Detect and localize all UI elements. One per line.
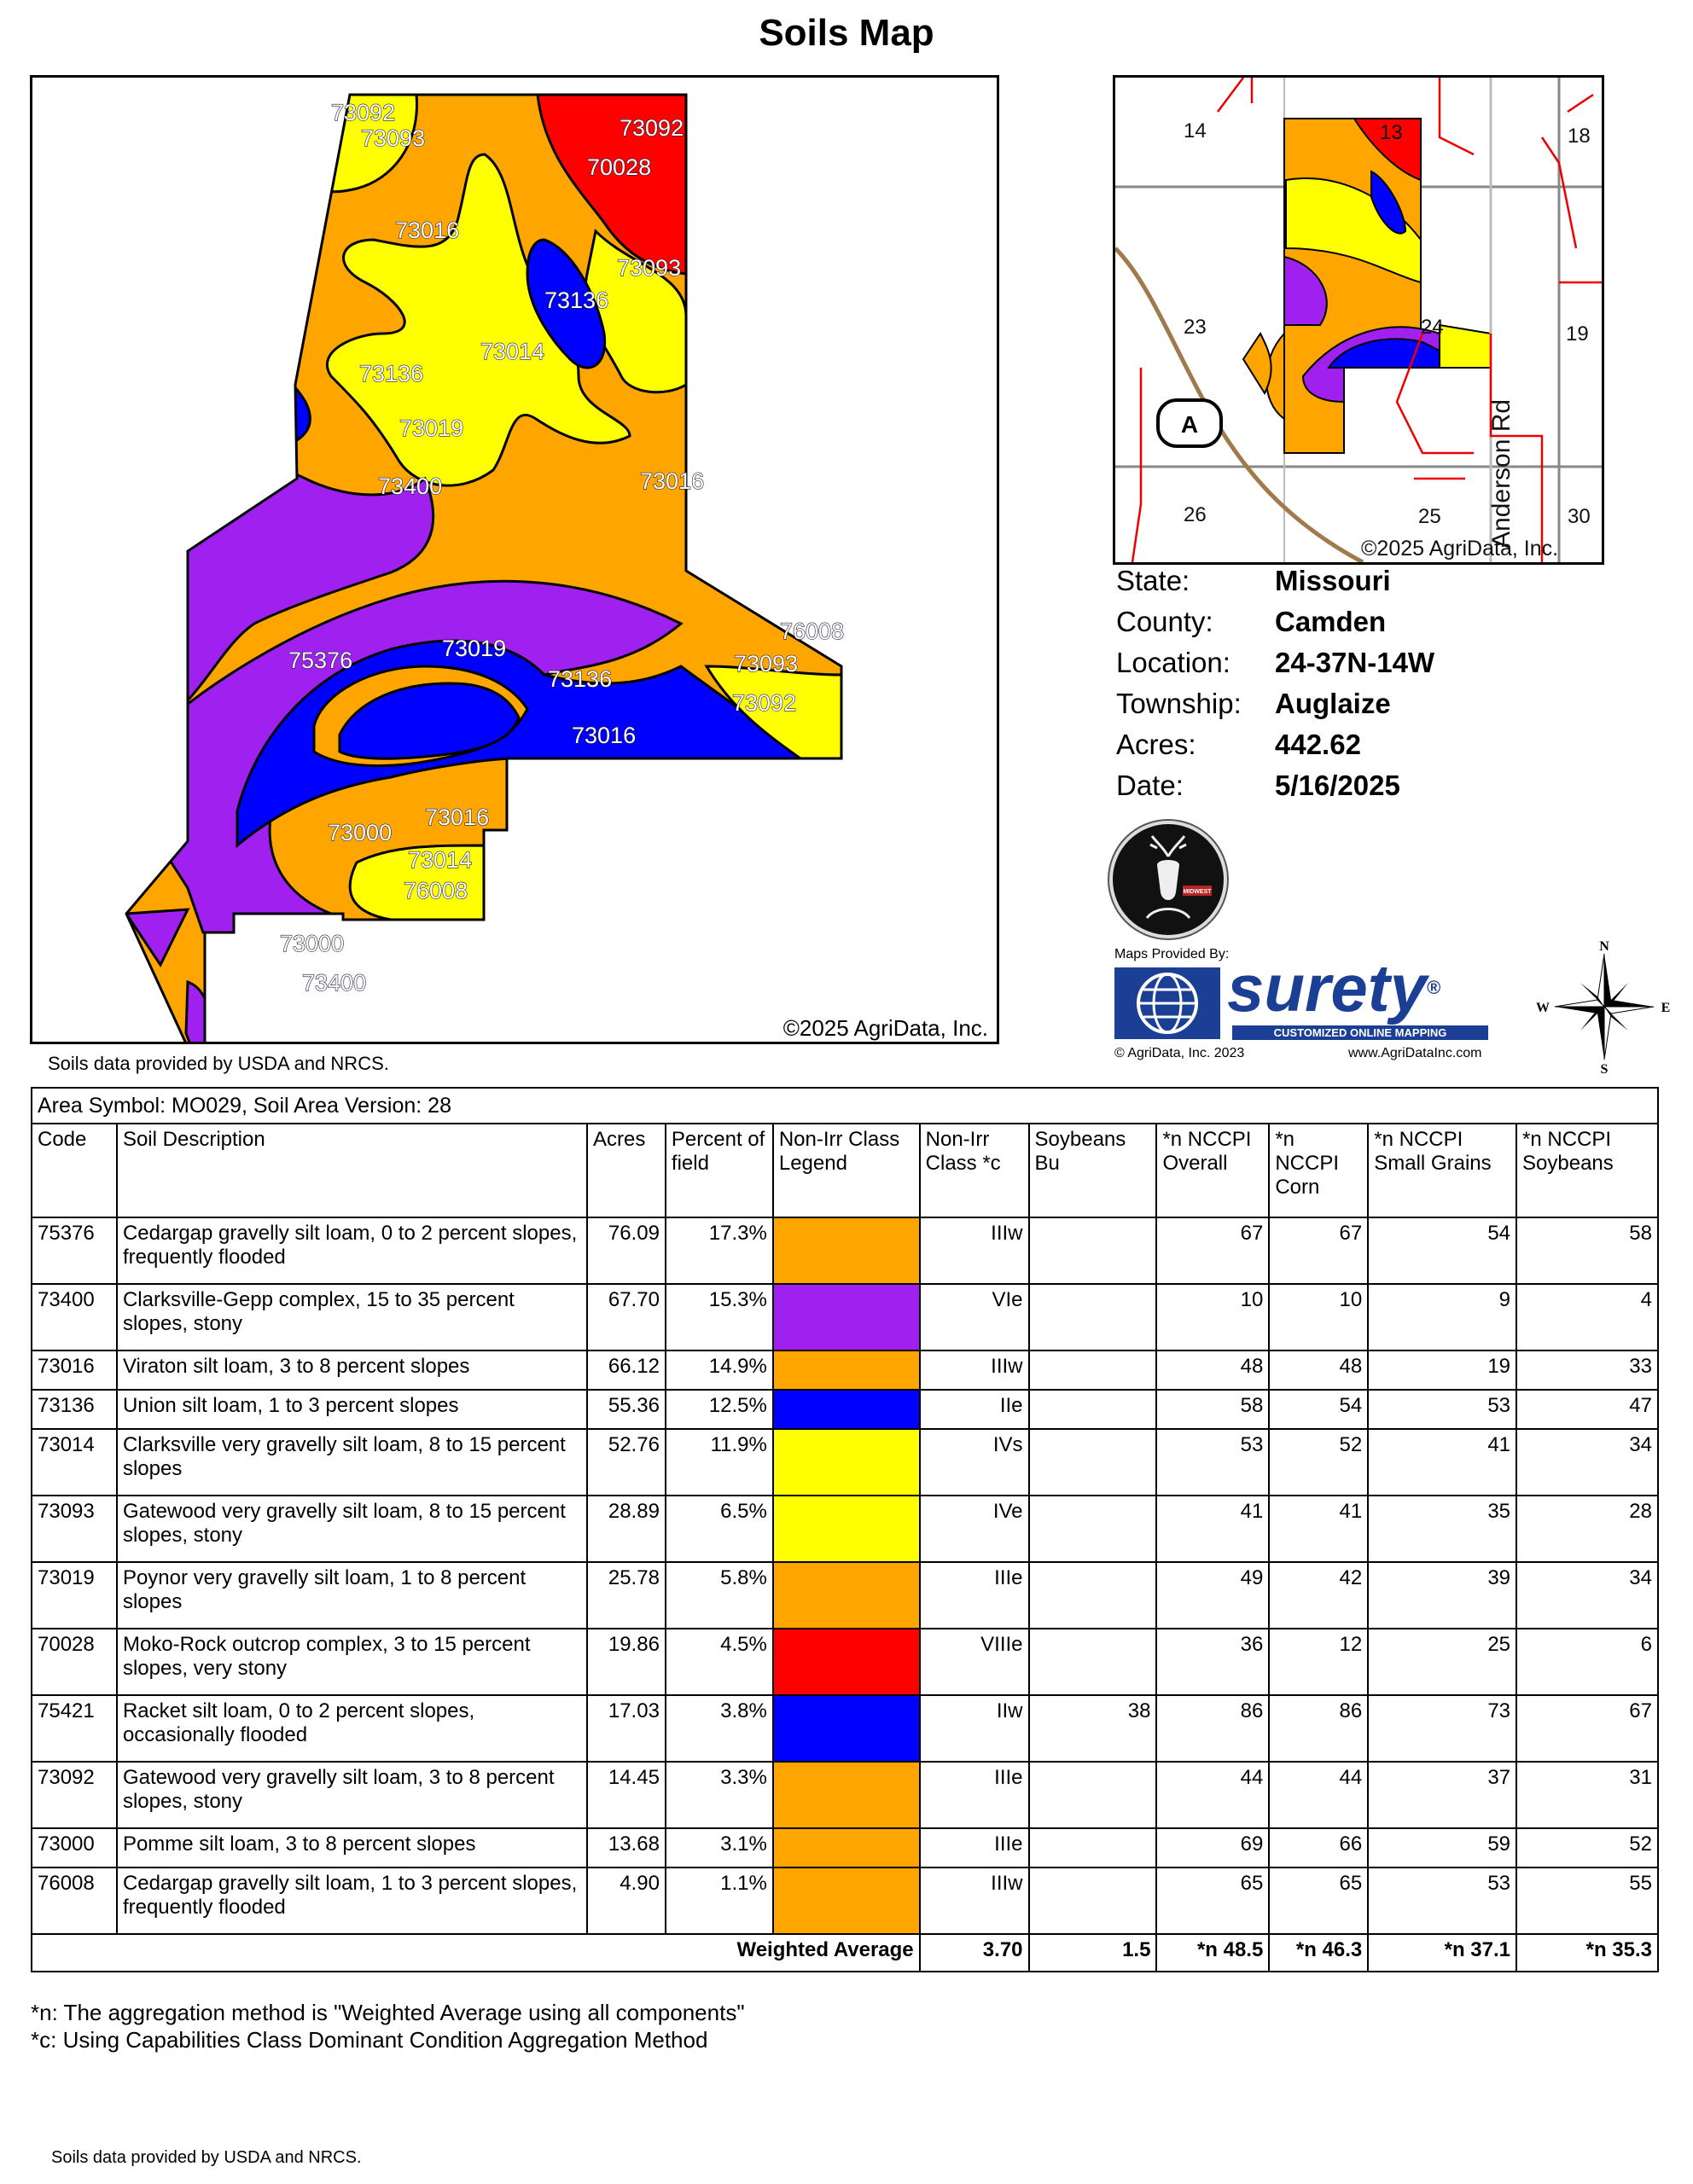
weighted-label: Weighted Average	[32, 1934, 920, 1972]
compass-e: E	[1661, 1001, 1671, 1015]
row-percent: 3.1%	[666, 1828, 773, 1867]
section-label: 19	[1566, 322, 1589, 346]
soil-label: 73136	[544, 288, 609, 313]
table-row	[32, 1496, 1658, 1562]
row-nccpi-overall: 67	[1156, 1217, 1269, 1284]
table-row	[32, 1217, 1658, 1284]
row-description: Clarksville-Gepp complex, 15 to 35 percent slopes, stony	[117, 1284, 587, 1350]
row-nccpi-overall: 65	[1156, 1867, 1269, 1934]
row-nccpi-overall: 49	[1156, 1562, 1269, 1629]
row-soybeans-bu	[1029, 1284, 1157, 1350]
row-nccpi-overall: 53	[1156, 1429, 1269, 1496]
row-nccpi-soybeans: 67	[1516, 1695, 1658, 1762]
row-soybeans-bu	[1029, 1629, 1157, 1695]
soil-label: 73092	[331, 100, 396, 125]
table-row	[32, 1695, 1658, 1762]
info-date	[1116, 770, 1434, 810]
row-nccpi-soybeans: 33	[1516, 1350, 1658, 1390]
soil-label: 76008	[404, 878, 468, 903]
row-nccpi-overall: 44	[1156, 1762, 1269, 1828]
soil-rows	[32, 1217, 1658, 1934]
row-nccpi-overall: 41	[1156, 1496, 1269, 1562]
row-nccpi-corn: 42	[1269, 1562, 1368, 1629]
row-soybeans-bu	[1029, 1762, 1157, 1828]
soil-label: 73014	[408, 847, 473, 873]
row-code: 73019	[32, 1562, 117, 1629]
info-label: Acres:	[1116, 729, 1196, 760]
table-row	[32, 1762, 1658, 1828]
globe-icon	[1114, 967, 1220, 1039]
col-header: Soybeans Bu	[1029, 1124, 1157, 1217]
row-nccpi-corn: 86	[1269, 1695, 1368, 1762]
row-soybeans-bu	[1029, 1429, 1157, 1496]
table-row	[32, 1867, 1658, 1934]
soil-label: 73092	[732, 690, 797, 716]
row-nccpi-soybeans: 47	[1516, 1390, 1658, 1429]
row-class: IIIw	[920, 1217, 1029, 1284]
row-class: IIIe	[920, 1828, 1029, 1867]
table-row	[32, 1629, 1658, 1695]
row-soybeans-bu	[1029, 1390, 1157, 1429]
soil-label: 73400	[378, 473, 443, 499]
row-class: VIIIe	[920, 1629, 1029, 1695]
row-percent: 6.5%	[666, 1496, 773, 1562]
row-legend-swatch	[773, 1390, 920, 1429]
row-acres: 25.78	[587, 1562, 666, 1629]
row-nccpi-corn: 52	[1269, 1429, 1368, 1496]
soils-map[interactable]	[30, 75, 999, 1044]
row-percent: 3.3%	[666, 1762, 773, 1828]
row-percent: 4.5%	[666, 1629, 773, 1695]
soil-label: 75376	[288, 648, 353, 673]
table-row	[32, 1350, 1658, 1390]
row-percent: 17.3%	[666, 1217, 773, 1284]
row-nccpi-small-grains: 54	[1368, 1217, 1516, 1284]
weighted-overall: *n 48.5	[1156, 1934, 1269, 1972]
row-legend-swatch	[773, 1695, 920, 1762]
row-soybeans-bu	[1029, 1496, 1157, 1562]
row-description: Racket silt loam, 0 to 2 percent slopes, occasionally flooded	[117, 1695, 587, 1762]
soil-label: 73014	[480, 339, 545, 364]
row-nccpi-overall: 48	[1156, 1350, 1269, 1390]
row-description: Viraton silt loam, 3 to 8 percent slopes	[117, 1350, 587, 1390]
compass-icon	[1536, 938, 1673, 1075]
info-acres	[1116, 729, 1434, 770]
row-code: 73400	[32, 1284, 117, 1350]
row-soybeans-bu	[1029, 1217, 1157, 1284]
row-percent: 11.9%	[666, 1429, 773, 1496]
info-label: State:	[1116, 565, 1190, 596]
row-legend-swatch	[773, 1629, 920, 1695]
soil-label: 73093	[361, 125, 426, 151]
soil-label: 73400	[302, 970, 367, 996]
row-legend-swatch	[773, 1496, 920, 1562]
row-description: Gatewood very gravelly silt loam, 3 to 8 percent slopes, stony	[117, 1762, 587, 1828]
section-label: 18	[1568, 125, 1591, 148]
row-nccpi-soybeans: 52	[1516, 1828, 1658, 1867]
row-code: 70028	[32, 1629, 117, 1695]
row-nccpi-overall: 69	[1156, 1828, 1269, 1867]
info-value: Auglaize	[1275, 688, 1391, 719]
soil-label: 73016	[395, 218, 460, 243]
row-description: Pomme silt loam, 3 to 8 percent slopes	[117, 1828, 587, 1867]
info-label: Location:	[1116, 647, 1230, 678]
row-nccpi-soybeans: 28	[1516, 1496, 1658, 1562]
row-nccpi-small-grains: 59	[1368, 1828, 1516, 1867]
page-title: Soils Map	[759, 12, 934, 54]
badge-text: MIDWEST	[1183, 889, 1212, 895]
weighted-average-row	[32, 1934, 1658, 1972]
compass-n: N	[1599, 939, 1609, 954]
row-acres: 14.45	[587, 1762, 666, 1828]
row-class: VIe	[920, 1284, 1029, 1350]
weighted-soy-bu: 1.5	[1029, 1934, 1157, 1972]
row-class: IIe	[920, 1390, 1029, 1429]
info-label: Township:	[1116, 688, 1242, 719]
table-row	[32, 1828, 1658, 1867]
row-legend-swatch	[773, 1429, 920, 1496]
row-code: 75376	[32, 1217, 117, 1284]
info-value: Missouri	[1275, 565, 1391, 596]
info-value: Camden	[1275, 606, 1387, 637]
row-nccpi-soybeans: 6	[1516, 1629, 1658, 1695]
soil-label: 73000	[328, 820, 393, 845]
table-row	[32, 1390, 1658, 1429]
col-header: *n NCCPI Corn	[1269, 1124, 1368, 1217]
weighted-class: 3.70	[920, 1934, 1029, 1972]
row-acres: 52.76	[587, 1429, 666, 1496]
row-class: IIIe	[920, 1562, 1029, 1629]
row-code: 73000	[32, 1828, 117, 1867]
row-class: IIw	[920, 1695, 1029, 1762]
provided-by-text: Maps Provided By:	[1114, 947, 1230, 961]
row-nccpi-corn: 67	[1269, 1217, 1368, 1284]
row-description: Cedargap gravelly silt loam, 0 to 2 percent slopes, frequently flooded	[117, 1217, 587, 1284]
section-label: 26	[1184, 503, 1207, 526]
row-nccpi-corn: 44	[1269, 1762, 1368, 1828]
surety-tagline: CUSTOMIZED ONLINE MAPPING	[1232, 1025, 1488, 1040]
row-nccpi-small-grains: 37	[1368, 1762, 1516, 1828]
row-nccpi-soybeans: 31	[1516, 1762, 1658, 1828]
source-note-footer: Soils data provided by USDA and NRCS.	[51, 2148, 362, 2167]
row-nccpi-small-grains: 25	[1368, 1629, 1516, 1695]
info-state	[1116, 565, 1434, 606]
row-code: 75421	[32, 1695, 117, 1762]
surety-brand	[1227, 950, 1441, 1025]
source-note: Soils data provided by USDA and NRCS.	[48, 1053, 389, 1074]
row-acres: 66.12	[587, 1350, 666, 1390]
row-nccpi-overall: 86	[1156, 1695, 1269, 1762]
row-acres: 76.09	[587, 1217, 666, 1284]
row-nccpi-soybeans: 4	[1516, 1284, 1658, 1350]
row-nccpi-small-grains: 53	[1368, 1867, 1516, 1934]
row-nccpi-corn: 54	[1269, 1390, 1368, 1429]
row-soybeans-bu	[1029, 1867, 1157, 1934]
row-nccpi-corn: 12	[1269, 1629, 1368, 1695]
row-class: IIIw	[920, 1350, 1029, 1390]
row-nccpi-small-grains: 19	[1368, 1350, 1516, 1390]
info-county	[1116, 606, 1434, 647]
row-nccpi-small-grains: 53	[1368, 1390, 1516, 1429]
row-soybeans-bu	[1029, 1350, 1157, 1390]
soil-label: 73093	[617, 255, 682, 281]
surety-logo[interactable]	[1113, 947, 1514, 1066]
row-nccpi-small-grains: 41	[1368, 1429, 1516, 1496]
col-header: Non-Irr Class Legend	[773, 1124, 920, 1217]
road-shield-label: A	[1180, 411, 1199, 438]
section-label: 24	[1421, 316, 1444, 339]
soil-label: 73016	[572, 723, 637, 748]
row-description: Moko-Rock outcrop complex, 3 to 15 percent slopes, very stony	[117, 1629, 587, 1695]
row-soybeans-bu	[1029, 1828, 1157, 1867]
section-label: 14	[1184, 119, 1207, 142]
soil-label: 73000	[280, 931, 345, 956]
compass-w: W	[1536, 1001, 1550, 1015]
row-code: 73014	[32, 1429, 117, 1496]
row-legend-swatch	[773, 1350, 920, 1390]
soil-label: 73016	[640, 468, 705, 494]
col-header: *n NCCPI Overall	[1156, 1124, 1269, 1217]
row-nccpi-soybeans: 34	[1516, 1429, 1658, 1496]
row-description: Gatewood very gravelly silt loam, 8 to 15 percent slopes, stony	[117, 1496, 587, 1562]
inset-copyright: ©2025 AgriData, Inc.	[1361, 537, 1559, 561]
table-row	[32, 1284, 1658, 1350]
surety-brand-name: surety	[1227, 950, 1428, 1025]
row-acres: 17.03	[587, 1695, 666, 1762]
row-nccpi-overall: 36	[1156, 1629, 1269, 1695]
col-header: Soil Description	[117, 1124, 587, 1217]
footnote-n: *n: The aggregation method is "Weighted Average using all components"	[31, 2000, 745, 2025]
section-label: 25	[1418, 505, 1441, 528]
section-label: 23	[1184, 316, 1207, 339]
row-description: Clarksville very gravelly silt loam, 8 to 15 percent slopes	[117, 1429, 587, 1496]
soil-label: 70028	[587, 154, 652, 180]
deer-icon	[1113, 824, 1224, 935]
row-description: Poynor very gravelly silt loam, 1 to 8 percent slopes	[117, 1562, 587, 1629]
inset-map-canvas	[1115, 78, 1602, 562]
table-row	[32, 1562, 1658, 1629]
col-header: *n NCCPI Small Grains	[1368, 1124, 1516, 1217]
weighted-soybeans: *n 35.3	[1516, 1934, 1658, 1972]
info-location	[1116, 647, 1434, 688]
row-percent: 14.9%	[666, 1350, 773, 1390]
soil-label: 76008	[780, 619, 845, 644]
row-acres: 67.70	[587, 1284, 666, 1350]
soil-label: 73016	[425, 804, 490, 830]
info-value: 24-37N-14W	[1275, 647, 1435, 678]
col-header: Non-Irr Class *c	[920, 1124, 1029, 1217]
row-legend-swatch	[773, 1828, 920, 1867]
row-nccpi-corn: 65	[1269, 1867, 1368, 1934]
row-class: IIIe	[920, 1762, 1029, 1828]
row-acres: 4.90	[587, 1867, 666, 1934]
info-label: Date:	[1116, 770, 1184, 801]
row-nccpi-small-grains: 39	[1368, 1562, 1516, 1629]
info-value: 5/16/2025	[1275, 770, 1400, 801]
row-nccpi-small-grains: 73	[1368, 1695, 1516, 1762]
compass-s: S	[1600, 1062, 1609, 1075]
compass-rose	[1536, 938, 1673, 1075]
surety-copyright: © AgriData, Inc. 2023	[1114, 1046, 1245, 1060]
row-nccpi-overall: 58	[1156, 1390, 1269, 1429]
info-value: 442.62	[1275, 729, 1361, 760]
col-header: Code	[32, 1124, 117, 1217]
section-label: 13	[1380, 121, 1403, 144]
row-acres: 55.36	[587, 1390, 666, 1429]
row-code: 73092	[32, 1762, 117, 1828]
brokerage-logo	[1109, 821, 1227, 938]
table-row	[32, 1429, 1658, 1496]
row-percent: 15.3%	[666, 1284, 773, 1350]
col-header: Acres	[587, 1124, 666, 1217]
map-copyright: ©2025 AgriData, Inc.	[783, 1015, 988, 1041]
area-symbol: Area Symbol: MO029, Soil Area Version: 28	[32, 1088, 1658, 1124]
row-description: Cedargap gravelly silt loam, 1 to 3 percent slopes, frequently flooded	[117, 1867, 587, 1934]
soil-label: 73136	[359, 361, 424, 386]
info-township	[1116, 688, 1434, 729]
row-nccpi-corn: 10	[1269, 1284, 1368, 1350]
row-nccpi-corn: 48	[1269, 1350, 1368, 1390]
row-acres: 13.68	[587, 1828, 666, 1867]
row-code: 73136	[32, 1390, 117, 1429]
field-info	[1116, 565, 1434, 810]
row-percent: 3.8%	[666, 1695, 773, 1762]
row-legend-swatch	[773, 1562, 920, 1629]
row-class: IVs	[920, 1429, 1029, 1496]
row-legend-swatch	[773, 1284, 920, 1350]
row-nccpi-overall: 10	[1156, 1284, 1269, 1350]
soil-label: 73093	[734, 651, 799, 677]
soil-label: 73136	[548, 666, 613, 692]
row-nccpi-soybeans: 58	[1516, 1217, 1658, 1284]
section-label: 30	[1568, 505, 1591, 528]
footnote-c: *c: Using Capabilities Class Dominant Condition Aggregation Method	[31, 2027, 708, 2053]
soil-label: 73019	[399, 415, 464, 441]
soil-label: 73092	[620, 115, 684, 141]
row-percent: 5.8%	[666, 1562, 773, 1629]
surety-url: www.AgriDataInc.com	[1348, 1046, 1482, 1060]
row-percent: 12.5%	[666, 1390, 773, 1429]
row-nccpi-soybeans: 34	[1516, 1562, 1658, 1629]
row-legend-swatch	[773, 1762, 920, 1828]
row-nccpi-small-grains: 35	[1368, 1496, 1516, 1562]
row-soybeans-bu	[1029, 1562, 1157, 1629]
table-header-row	[32, 1124, 1658, 1217]
row-soybeans-bu: 38	[1029, 1695, 1157, 1762]
row-nccpi-soybeans: 55	[1516, 1867, 1658, 1934]
row-description: Union silt loam, 1 to 3 percent slopes	[117, 1390, 587, 1429]
row-code: 76008	[32, 1867, 117, 1934]
weighted-small-grains: *n 37.1	[1368, 1934, 1516, 1972]
row-code: 73093	[32, 1496, 117, 1562]
area-symbol-row	[32, 1088, 1658, 1124]
row-legend-swatch	[773, 1217, 920, 1284]
row-nccpi-small-grains: 9	[1368, 1284, 1516, 1350]
row-acres: 28.89	[587, 1496, 666, 1562]
soils-table	[31, 1087, 1659, 1972]
col-header: *n NCCPI Soybeans	[1516, 1124, 1658, 1217]
row-class: IVe	[920, 1496, 1029, 1562]
row-legend-swatch	[773, 1867, 920, 1934]
road-shield-icon	[1158, 400, 1221, 446]
location-inset-map[interactable]	[1113, 75, 1604, 565]
row-acres: 19.86	[587, 1629, 666, 1695]
row-nccpi-corn: 41	[1269, 1496, 1368, 1562]
row-nccpi-corn: 66	[1269, 1828, 1368, 1867]
soils-map-canvas	[32, 78, 997, 1042]
soil-label: 73019	[442, 636, 507, 661]
registered-mark: ®	[1427, 977, 1441, 998]
info-label: County:	[1116, 606, 1213, 637]
row-class: IIIw	[920, 1867, 1029, 1934]
row-code: 73016	[32, 1350, 117, 1390]
weighted-corn: *n 46.3	[1269, 1934, 1368, 1972]
row-percent: 1.1%	[666, 1867, 773, 1934]
col-header: Percent of field	[666, 1124, 773, 1217]
road-name: Anderson Rd	[1487, 398, 1516, 549]
